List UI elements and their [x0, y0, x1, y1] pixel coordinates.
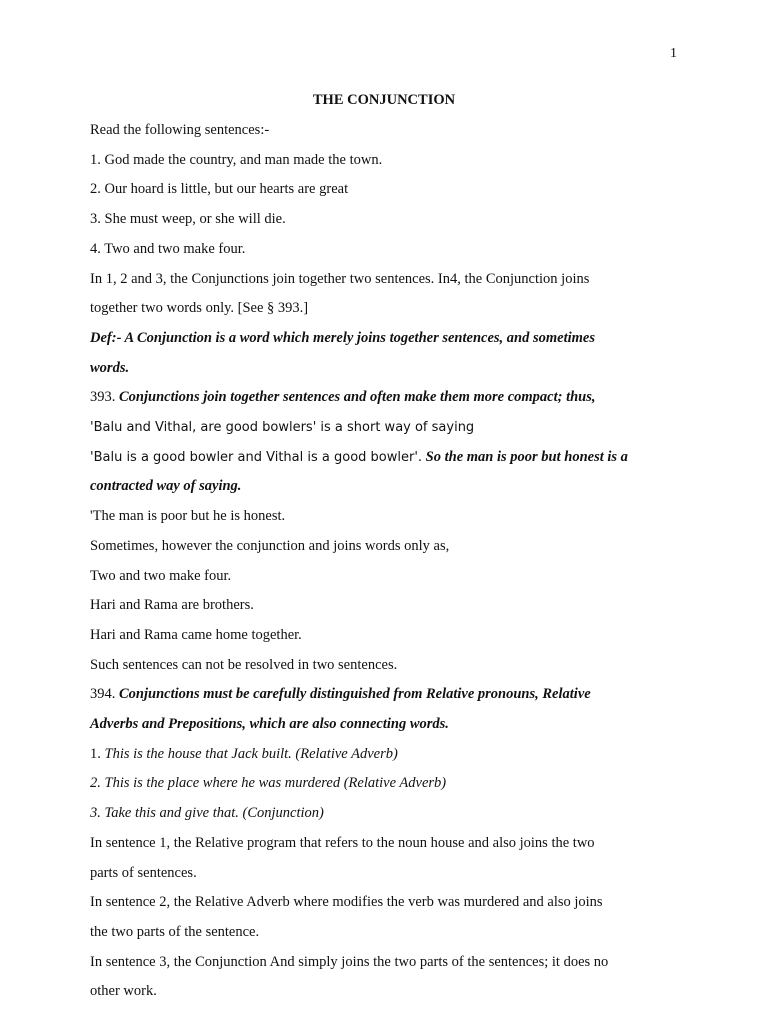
- document-body: [90, 116, 650, 1007]
- section-393-heading: [90, 383, 650, 413]
- relative-example-2: 2. This is the place where he was murdered (Relative Adverb): [90, 775, 447, 792]
- section-393-text: Conjunctions join together sentences and often make them more compact; thus,: [119, 389, 596, 406]
- relative-example-1: [90, 740, 650, 770]
- section-393-number: 393.: [90, 389, 116, 406]
- sometimes-line: Sometimes, however the conjunction and joins words only as,: [90, 537, 450, 554]
- hari-brothers-line: Hari and Rama are brothers.: [90, 597, 254, 614]
- section-394-text: Conjunctions must be carefully distinguished from Relative pronouns, Relative: [119, 686, 591, 703]
- such-sentences-line: Such sentences can not be resolved in two sentences.: [90, 656, 398, 673]
- balu-example-2: 'Balu is a good bowler and Vithal is a good bowler'.: [90, 449, 423, 465]
- example-sentence-2: 2. Our hoard is little, but our hearts are great: [90, 181, 349, 198]
- relative-example-1-number: 1.: [90, 745, 101, 762]
- balu-example-1: 'Balu and Vithal, are good bowlers' is a short way of saying: [90, 420, 475, 436]
- sentence-3-explanation-b: other work.: [90, 983, 157, 1000]
- page-title: THE CONJUNCTION: [312, 92, 456, 108]
- example-sentence-1: 1. God made the country, and man made the town.: [90, 151, 383, 168]
- hari-home-line: Hari and Rama came home together.: [90, 626, 302, 643]
- section-394-continuation: Adverbs and Prepositions, which are also connecting words.: [90, 716, 449, 733]
- relative-example-1-text: This is the house that Jack built. (Relative Adverb): [104, 745, 398, 762]
- two-and-two-line: Two and two make four.: [90, 567, 232, 584]
- section-394-number: 394.: [90, 686, 116, 703]
- definition-line-1: Def:- A Conjunction is a word which merely joins together sentences, and sometimes: [90, 329, 595, 346]
- example-sentence-4: 4. Two and two make four.: [90, 240, 246, 257]
- intro-line: Read the following sentences:-: [90, 122, 270, 138]
- sentence-1-explanation-b: parts of sentences.: [90, 864, 197, 881]
- section-394-heading: [90, 680, 650, 710]
- explanation-line-2: together two words only. [See § 393.]: [90, 300, 309, 317]
- sentence-2-explanation-a: In sentence 2, the Relative Adverb where modifies the verb was murdered and also joins: [90, 894, 603, 911]
- relative-example-3: 3. Take this and give that. (Conjunction): [90, 805, 324, 822]
- explanation-line-1: In 1, 2 and 3, the Conjunctions join together two sentences. In4, the Conjunction joins: [90, 270, 590, 287]
- definition-line-2: words.: [90, 359, 130, 376]
- balu-example-2-line: [90, 443, 650, 473]
- contracted-line: contracted way of saying.: [90, 478, 242, 495]
- example-sentence-3: 3. She must weep, or she will die.: [90, 211, 286, 228]
- sentence-2-explanation-b: the two parts of the sentence.: [90, 923, 260, 940]
- man-poor-line: 'The man is poor but he is honest.: [90, 508, 286, 525]
- sentence-1-explanation-a: In sentence 1, the Relative program that refers to the noun house and also joins the two: [90, 834, 595, 851]
- sentence-3-explanation-a: In sentence 3, the Conjunction And simply joins the two parts of the sentences; it does no: [90, 953, 609, 970]
- page-number: 1: [670, 46, 677, 61]
- so-man-text: So the man is poor but honest is a: [425, 448, 628, 465]
